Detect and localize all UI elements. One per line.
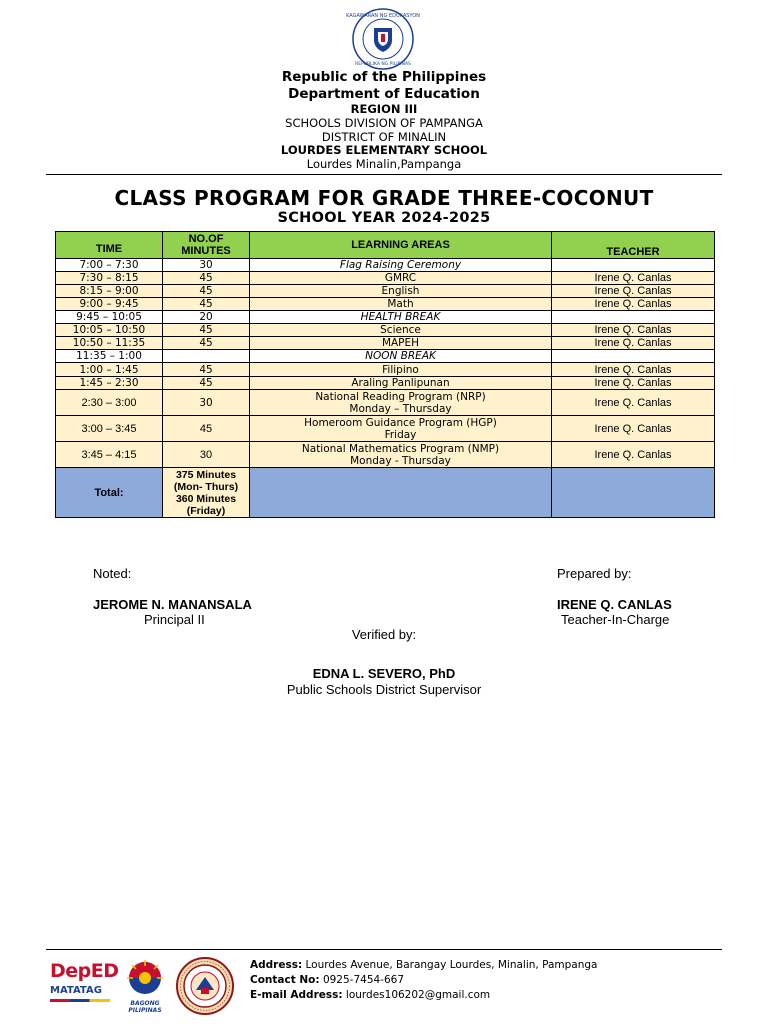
cell-teacher — [552, 259, 715, 272]
cell-teacher: Irene Q. Canlas — [552, 324, 715, 337]
total-minutes-line3: 360 Minutes — [175, 492, 237, 505]
matatag-logo-text: MATATAG — [50, 985, 102, 996]
address-value: Lourdes Avenue, Barangay Lourdes, Minalin, Pampanga — [302, 959, 598, 971]
cell-minutes: 20 — [163, 311, 250, 324]
cell-total-minutes — [163, 468, 250, 518]
table-row — [56, 324, 715, 337]
cell-teacher: Irene Q. Canlas — [552, 285, 715, 298]
table-row — [56, 442, 715, 468]
cell-area-line1: National Mathematics Program (NMP) — [301, 442, 500, 455]
header-department: Department of Education — [288, 86, 480, 102]
cell-time: 3:00 – 3:45 — [56, 416, 163, 442]
cell-teacher: Irene Q. Canlas — [552, 298, 715, 311]
footer-contact — [250, 973, 404, 988]
cell-minutes: 45 — [163, 337, 250, 350]
cell-time: 9:00 – 9:45 — [56, 298, 163, 311]
cell-teacher: Irene Q. Canlas — [552, 390, 715, 416]
header-country: Republic of the Philippines — [281, 69, 487, 85]
verified-name: EDNA L. SEVERO, PhD — [312, 666, 456, 681]
address-label: Address: — [250, 959, 303, 971]
cell-area: Science — [250, 324, 552, 337]
cell-area: GMRC — [250, 272, 552, 285]
cell-time: 7:00 – 7:30 — [56, 259, 163, 272]
cell-time: 9:45 – 10:05 — [56, 311, 163, 324]
cell-time: 3:45 – 4:15 — [56, 442, 163, 468]
col-header-learning-areas: LEARNING AREAS — [250, 232, 552, 259]
cell-area: English — [250, 285, 552, 298]
svg-text:REPUBLIKA NG PILIPINAS: REPUBLIKA NG PILIPINAS — [355, 62, 411, 67]
noted-name: JEROME N. MANANSALA — [93, 597, 252, 612]
cell-area: Araling Panlipunan — [250, 377, 552, 390]
deped-seal-logo — [346, 8, 420, 70]
cell-time: 11:35 – 1:00 — [56, 350, 163, 363]
cell-area: Math — [250, 298, 552, 311]
col-header-time: TIME — [56, 232, 163, 259]
cell-area-line2: Monday - Thursday — [350, 454, 451, 467]
noted-label: Noted: — [93, 566, 132, 581]
cell-minutes: 30 — [163, 390, 250, 416]
prepared-title: Teacher-In-Charge — [561, 612, 670, 627]
email-value: lourdes106202@gmail.com — [342, 989, 491, 1001]
noted-title: Principal II — [144, 612, 205, 627]
cell-minutes: 45 — [163, 272, 250, 285]
header-school: LOURDES ELEMENTARY SCHOOL — [280, 143, 488, 157]
verified-label: Verified by: — [351, 627, 417, 642]
cell-teacher: Irene Q. Canlas — [552, 377, 715, 390]
matatag-stripe — [50, 999, 110, 1002]
total-minutes-line4: (Friday) — [186, 504, 226, 517]
cell-teacher: Irene Q. Canlas — [552, 442, 715, 468]
cell-area-line1: National Reading Program (NRP) — [315, 390, 486, 403]
svg-text:KAGAWARAN NG EDUKASYON: KAGAWARAN NG EDUKASYON — [346, 13, 420, 19]
table-header-row — [56, 232, 715, 259]
table-row — [56, 259, 715, 272]
bagong-pilipinas-text: BAGONG PILIPINAS — [128, 1000, 162, 1014]
table-row — [56, 298, 715, 311]
header-location: Lourdes Minalin,Pampanga — [306, 157, 462, 171]
cell-minutes: 30 — [163, 442, 250, 468]
cell-area: NOON BREAK — [250, 350, 552, 363]
cell-total-teacher — [552, 468, 715, 518]
cell-area — [250, 390, 552, 416]
cell-minutes: 30 — [163, 259, 250, 272]
cell-area-line2: Friday — [384, 428, 417, 441]
table-row — [56, 311, 715, 324]
cell-teacher: Irene Q. Canlas — [552, 363, 715, 377]
col-header-minutes: NO.OF MINUTES — [163, 232, 250, 259]
table-row — [56, 350, 715, 363]
prepared-name: IRENE Q. CANLAS — [557, 597, 672, 612]
cell-area: HEALTH BREAK — [250, 311, 552, 324]
cell-time: 1:45 – 2:30 — [56, 377, 163, 390]
header-divider — [46, 174, 722, 175]
deped-logo-text: DepED — [50, 960, 119, 982]
cell-time: 2:30 – 3:00 — [56, 390, 163, 416]
cell-minutes — [163, 350, 250, 363]
contact-label: Contact No: — [250, 974, 320, 986]
cell-teacher: Irene Q. Canlas — [552, 416, 715, 442]
cell-minutes: 45 — [163, 377, 250, 390]
cell-time: 8:15 – 9:00 — [56, 285, 163, 298]
bagong-pilipinas-emblem — [117, 958, 173, 996]
verified-title: Public Schools District Supervisor — [286, 682, 482, 697]
bagong-pilipinas-logo — [117, 958, 173, 1014]
cell-area-line2: Monday – Thursday — [349, 402, 452, 415]
footer-divider — [46, 949, 722, 950]
table-row — [56, 363, 715, 377]
table-row — [56, 377, 715, 390]
footer-address — [250, 958, 597, 973]
class-program-table — [55, 231, 715, 518]
header-division: SCHOOLS DIVISION OF PAMPANGA — [285, 116, 483, 130]
total-minutes-line1: 375 Minutes — [175, 468, 237, 481]
document-title: CLASS PROGRAM FOR GRADE THREE-COCONUT — [114, 186, 654, 210]
col-header-teacher: TEACHER — [552, 232, 715, 259]
deped-matatag-logo — [50, 960, 119, 1008]
cell-area: MAPEH — [250, 337, 552, 350]
cell-minutes: 45 — [163, 298, 250, 311]
table-row — [56, 285, 715, 298]
cell-time: 7:30 – 8:15 — [56, 272, 163, 285]
table-row — [56, 390, 715, 416]
total-minutes-line2: (Mon- Thurs) — [173, 480, 239, 493]
header-district: DISTRICT OF MINALIN — [321, 130, 447, 144]
cell-teacher: Irene Q. Canlas — [552, 272, 715, 285]
cell-teacher — [552, 311, 715, 324]
cell-total-area — [250, 468, 552, 518]
cell-area: Flag Raising Ceremony — [250, 259, 552, 272]
cell-minutes: 45 — [163, 324, 250, 337]
cell-area — [250, 442, 552, 468]
cell-time: 10:05 – 10:50 — [56, 324, 163, 337]
table-row — [56, 416, 715, 442]
table-row — [56, 272, 715, 285]
cell-area — [250, 416, 552, 442]
header-region: REGION III — [350, 102, 418, 116]
cell-time: 10:50 – 11:35 — [56, 337, 163, 350]
table-row — [56, 337, 715, 350]
cell-time: 1:00 – 1:45 — [56, 363, 163, 377]
cell-teacher — [552, 350, 715, 363]
cell-area: Filipino — [250, 363, 552, 377]
prepared-label: Prepared by: — [557, 566, 632, 581]
cell-minutes: 45 — [163, 416, 250, 442]
contact-value: 0925-7454-667 — [319, 974, 405, 986]
table-total-row — [56, 468, 715, 518]
cell-area-line1: Homeroom Guidance Program (HGP) — [304, 416, 497, 429]
document-subtitle: SCHOOL YEAR 2024-2025 — [277, 210, 491, 226]
cell-teacher: Irene Q. Canlas — [552, 337, 715, 350]
cell-minutes: 45 — [163, 363, 250, 377]
cell-total-label: Total: — [56, 468, 163, 518]
email-label: E-mail Address: — [250, 989, 343, 1001]
footer-email — [250, 988, 490, 1003]
cell-minutes: 45 — [163, 285, 250, 298]
school-seal-logo — [176, 957, 234, 1015]
